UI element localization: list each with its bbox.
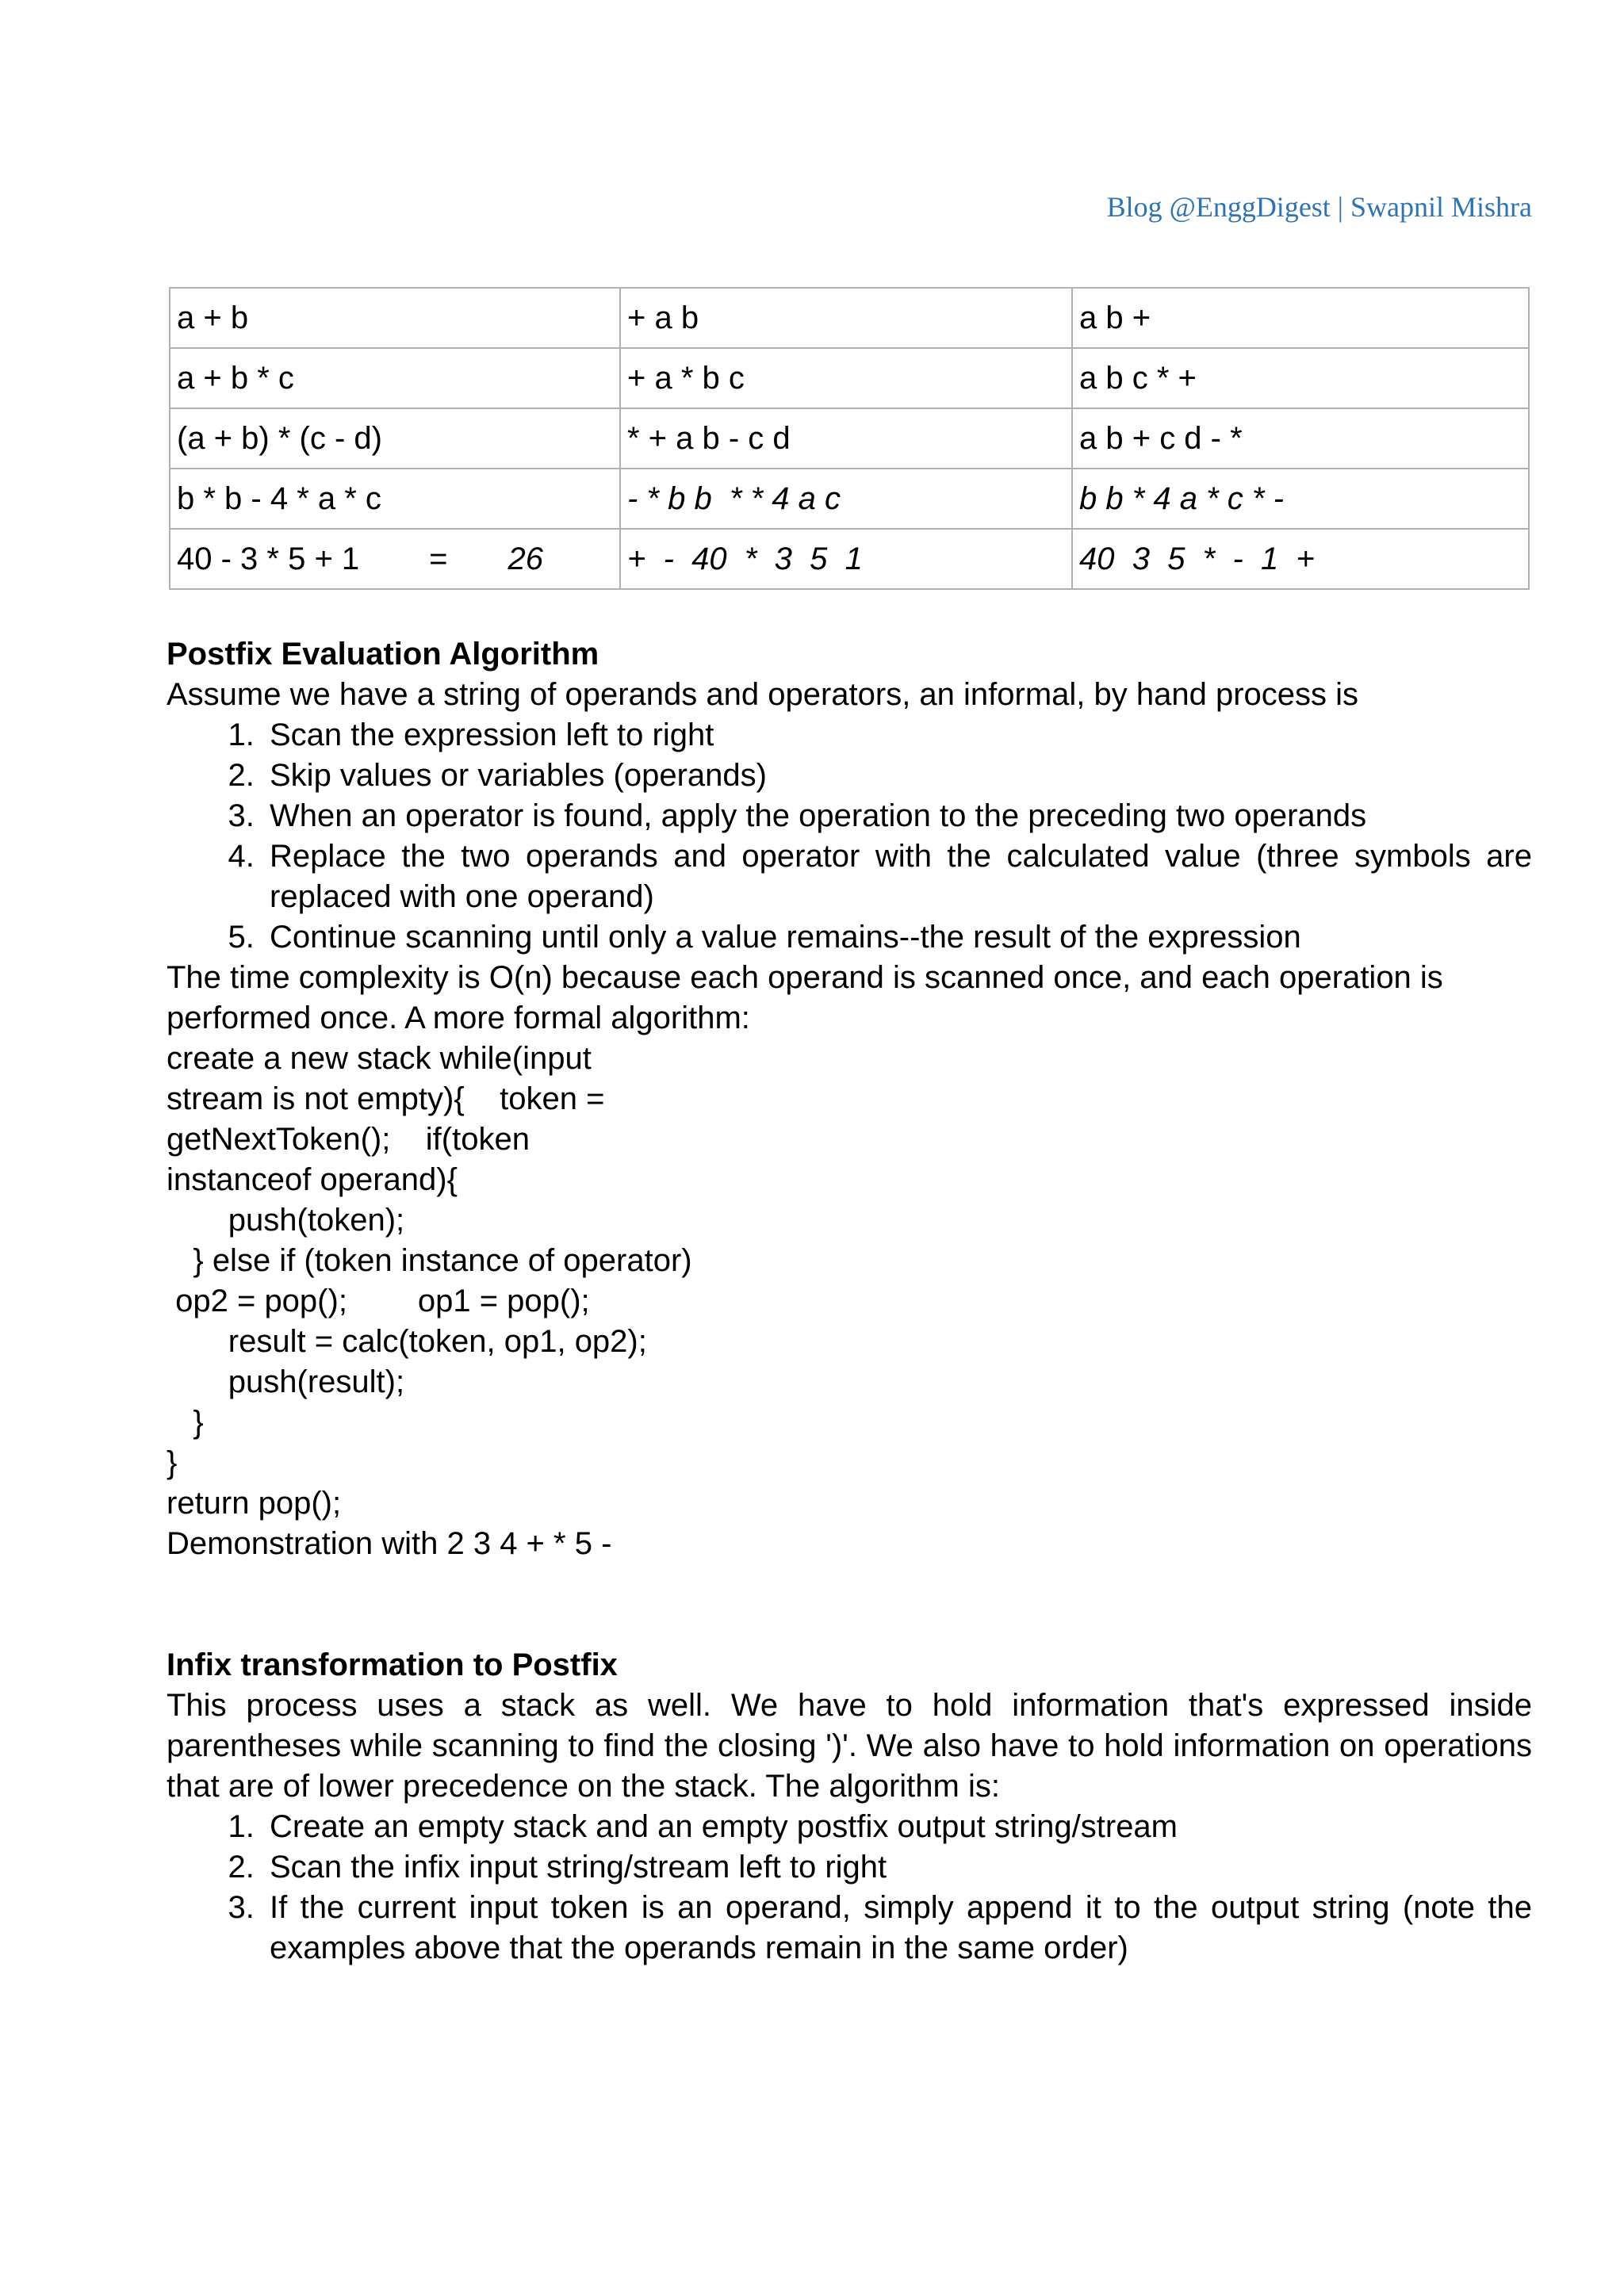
section-heading: Postfix Evaluation Algorithm [167,637,599,672]
code-line: push(result); [167,1364,405,1399]
infix-cell: a + b * c [170,348,620,408]
infix-cell: b * b - 4 * a * c [170,469,620,529]
intro-paragraph: This process uses a stack as well. We have to hold information that's expressed inside parentheses while scanning to find the closing ')'. We also have to hold information on operations that are of lower precedence on the stack. The algorithm is: [167,1688,1532,1804]
code-line: } [167,1405,204,1440]
table-row [170,348,1529,408]
list-item: 3. When an operator is found, apply the operation to the preceding two operands [263,796,1532,836]
prefix-cell: - * b b * * 4 a c [620,469,1072,529]
list-item: 4. Replace the two operands and operator with the calculated value (three symbols are replaced with one operand) [263,836,1532,917]
table-row [170,288,1529,348]
table-row [170,529,1529,589]
steps-list [167,1807,1532,1969]
steps-list [167,715,1532,958]
code-line: } [167,1445,178,1480]
list-item: 1. Scan the expression left to right [263,715,1532,756]
infix-cell: a + b [170,288,620,348]
code-line: stream is not empty){ token = [167,1081,605,1116]
document-body [167,634,1532,1969]
code-line: create a new stack while(input [167,1041,592,1076]
infix-transformation-section [167,1645,1532,1969]
code-line: return pop(); [167,1486,342,1521]
prefix-cell: + a * b c [620,348,1072,408]
code-line: push(token); [167,1203,405,1238]
code-line: result = calc(token, op1, op2); [167,1324,647,1359]
expression-result: 26 [508,541,544,576]
code-line: } else if (token instance of operator) [167,1243,692,1278]
infix-cell: (a + b) * (c - d) [170,408,620,469]
table-row [170,408,1529,469]
prefix-cell: + - 40 * 3 5 1 [620,529,1072,589]
prefix-cell: + a b [620,288,1072,348]
postfix-cell: b b * 4 a * c * - [1072,469,1529,529]
complexity-paragraph: The time complexity is O(n) because each operand is scanned once, and each operation is performed once. A more formal algorithm: [167,960,1443,1035]
infix-expression: 40 - 3 * 5 + 1 [177,541,360,576]
postfix-cell: a b + c d - * [1072,408,1529,469]
page-header: Blog @EnggDigest | Swapnil Mishra [1106,191,1532,223]
postfix-evaluation-section [167,634,1532,1564]
list-item: 1. Create an empty stack and an empty postfix output string/stream [263,1807,1532,1847]
list-item: 3. If the current input token is an operand, simply append it to the output string (note the examples above that the operands remain in the same order) [263,1888,1532,1969]
list-item: 2. Scan the infix input string/stream left to right [263,1847,1532,1888]
section-heading: Infix transformation to Postfix [167,1647,618,1682]
list-item: 5. Continue scanning until only a value remains--the result of the expression [263,917,1532,958]
section-spacer [167,1564,1532,1645]
code-line: getNextToken(); if(token [167,1122,530,1157]
demonstration-text: Demonstration with 2 3 4 + * 5 - [167,1526,612,1561]
pseudocode-block [167,1039,1532,1524]
prefix-cell: * + a b - c d [620,408,1072,469]
equals-sign: = [429,541,448,576]
postfix-cell: a b c * + [1072,348,1529,408]
list-item: 2. Skip values or variables (operands) [263,756,1532,796]
infix-cell [170,529,620,589]
postfix-cell: 40 3 5 * - 1 + [1072,529,1529,589]
expression-notation-table [169,287,1530,590]
intro-paragraph: Assume we have a string of operands and operators, an informal, by hand process is [167,677,1359,712]
code-line: instanceof operand){ [167,1162,458,1197]
code-line: op2 = pop(); op1 = pop(); [167,1284,590,1318]
table-row [170,469,1529,529]
postfix-cell: a b + [1072,288,1529,348]
